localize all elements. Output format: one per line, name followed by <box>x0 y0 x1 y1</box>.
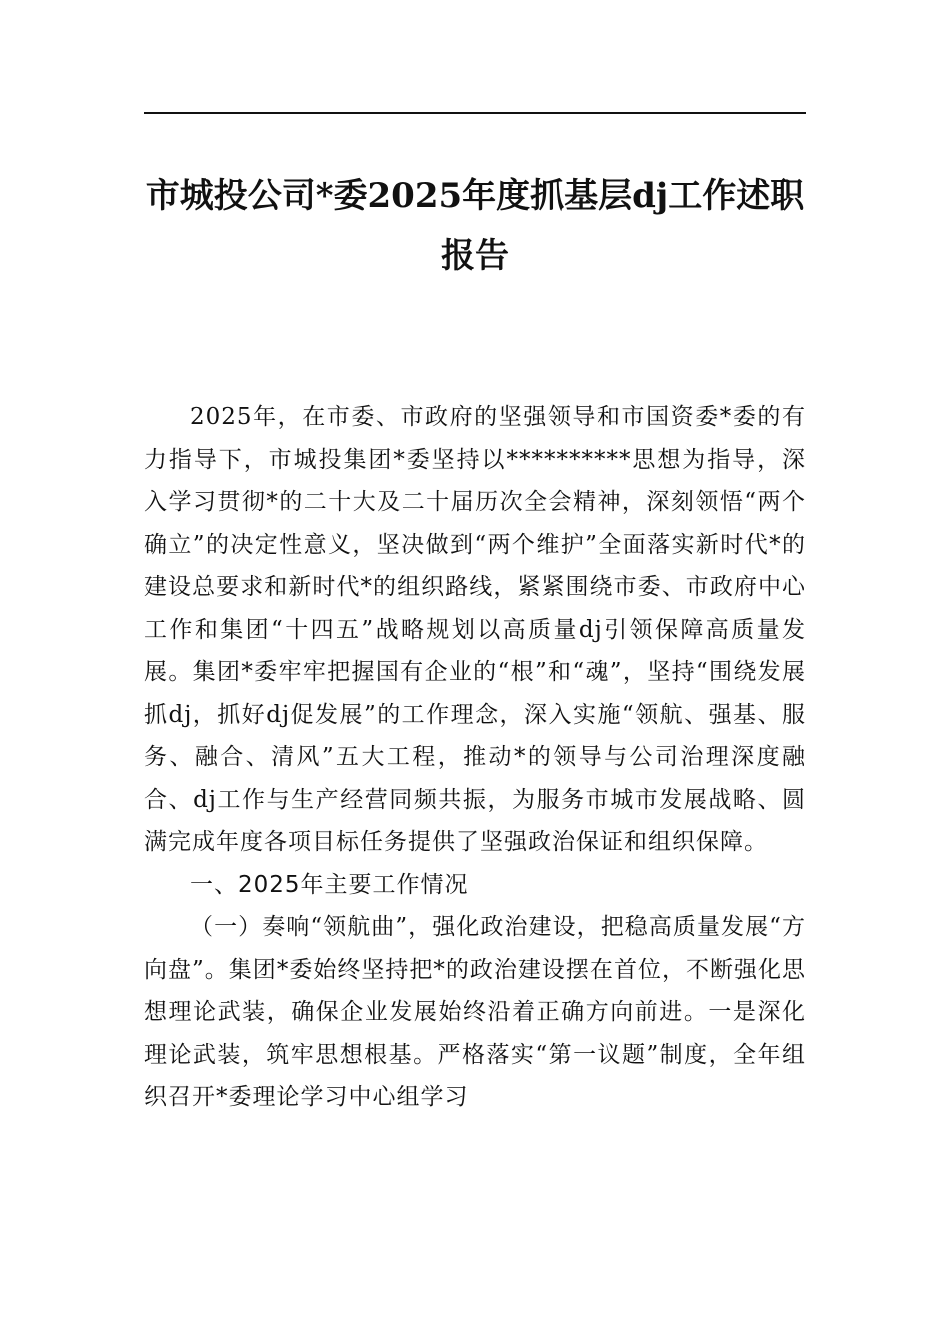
subsection-text: 集团*委始终坚持把*的政治建设摆在首位，不断强化思想理论武装，确保企业发展始终沿着正确方向前进。一是深化理论武装，筑牢思想根基。严格落实“第一议题”制度，全年组织召开*委理论学习中心组学习 <box>144 956 806 1110</box>
header-rule <box>144 112 806 114</box>
document-body <box>144 396 806 1119</box>
intro-paragraph: 2025年，在市委、市政府的坚强领导和市国资委*委的有力指导下，市城投集团*委坚持以**********思想为指导，深入学习贯彻*的二十大及二十届历次全会精神，深刻领悟“两个确立”的决定性意义，坚决做到“两个维护”全面落实新时代*的建设总要求和新时代*的组织路线，紧紧围绕市委、市政府中心工作和集团“十四五”战略规划以高质量dj引领保障高质量发展。集团*委牢牢把握国有企业的“根”和“魂”，坚持“围绕发展抓dj，抓好dj促发展”的工作理念，深入实施“领航、强基、服务、融合、清风”五大工程，推动*的领导与公司治理深度融合、dj工作与生产经营同频共振，为服务市城市发展战略、圆满完成年度各项目标任务提供了坚强政治保证和组织保障。 <box>144 404 806 855</box>
section-heading: 一、2025年主要工作情况 <box>190 871 469 898</box>
document-title: 市城投公司*委2025年度抓基层dj工作述职报告 <box>145 176 805 276</box>
subsection-paragraph <box>144 906 806 1119</box>
subsection-heading: （一）奏响“领航曲”，强化政治建设，把稳高质量发展“方向盘”。 <box>144 914 806 983</box>
